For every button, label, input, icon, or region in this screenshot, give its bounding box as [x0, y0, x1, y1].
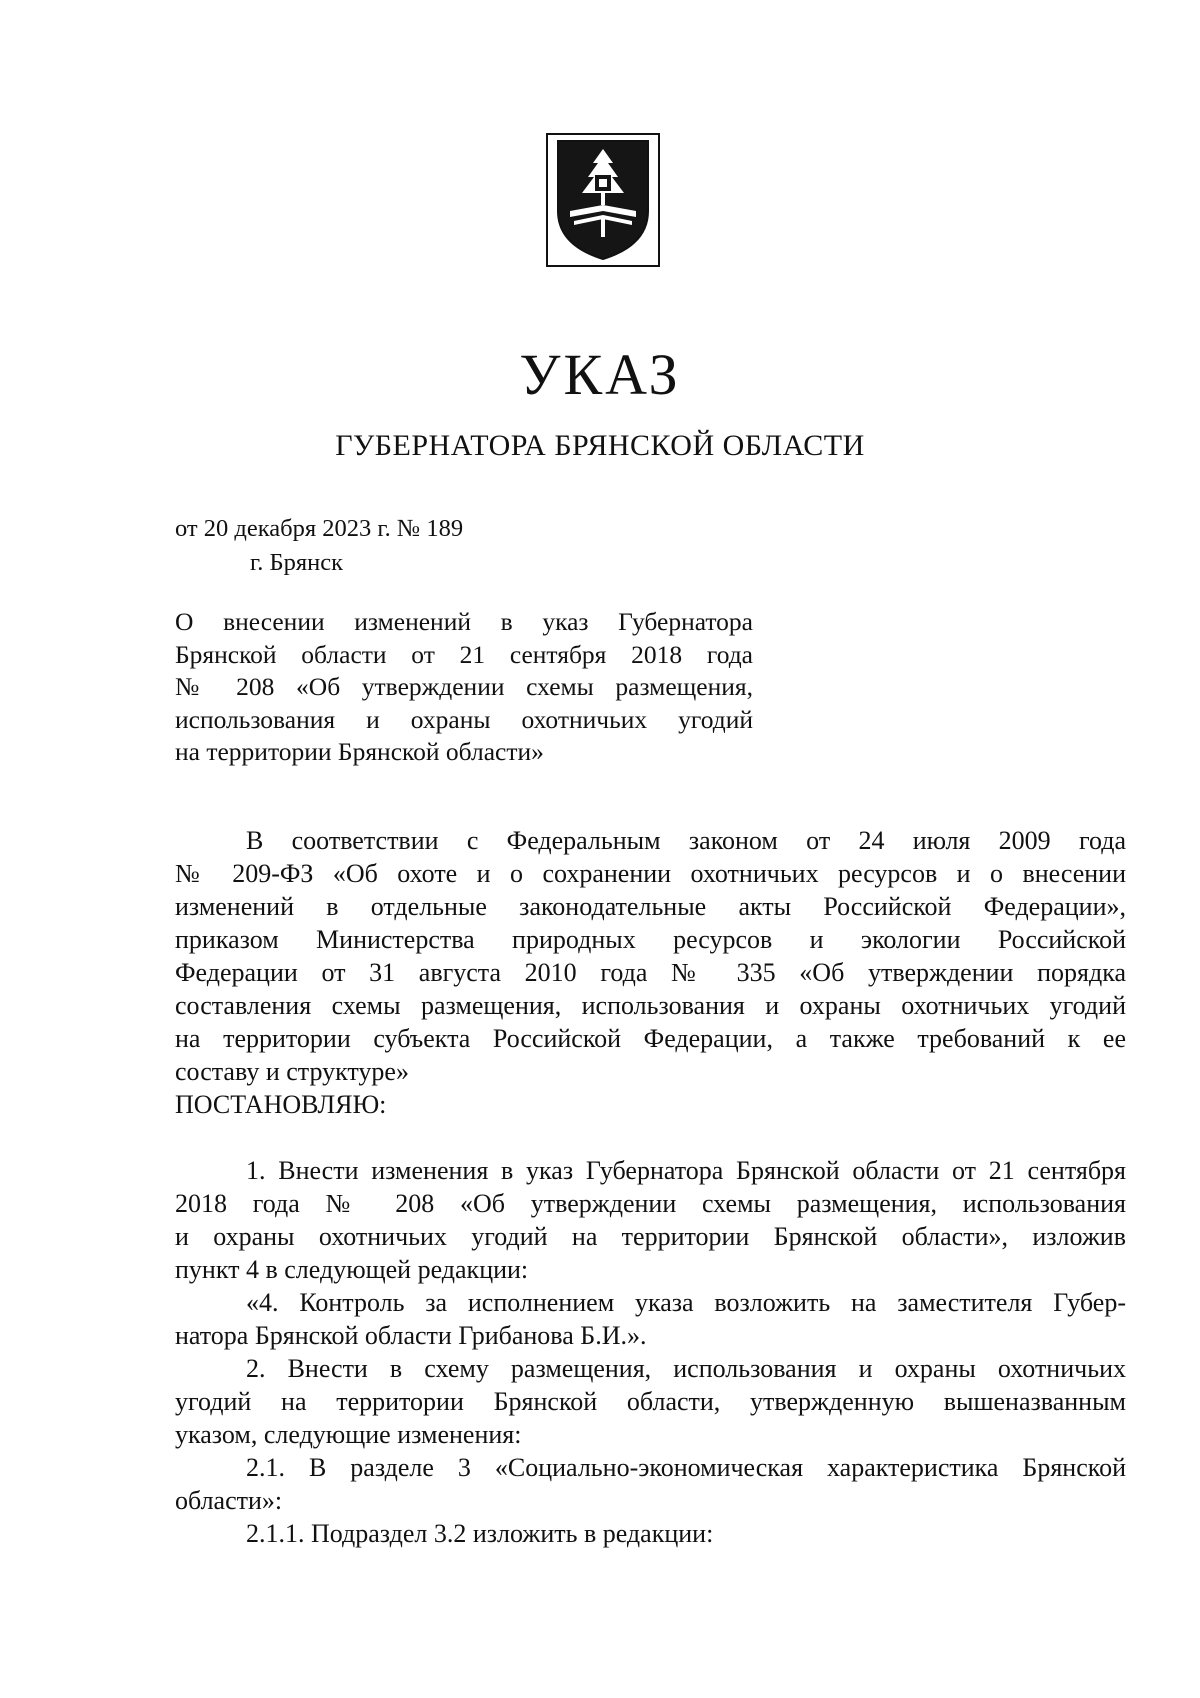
- item-2-1-1-line: 2.1.1. Подраздел 3.2 изложить в редакции:: [246, 1519, 714, 1548]
- subject-line: использования и охраны охотничьих угодий: [175, 704, 753, 734]
- document-subtitle: ГУБЕРНАТОРА БРЯНСКОЙ ОБЛАСТИ: [335, 429, 865, 462]
- preamble-line: № 209-ФЗ «Об охоте и о сохранении охотничьих ресурсов и о внесении: [175, 859, 1126, 888]
- subject-line: № 208 «Об утверждении схемы размещения,: [175, 672, 753, 701]
- coat-of-arms-emblem: [546, 133, 660, 267]
- item-1-quote-line: натора Брянской области Грибанова Б.И.».: [175, 1321, 647, 1350]
- item-1-line: 1. Внести изменения в указ Губернатора Брянской области от 21 сентября: [246, 1156, 1126, 1185]
- document-title: УКАЗ: [519, 342, 681, 407]
- preamble-line: на территории субъекта Российской Федерации, а также требований к ее: [175, 1024, 1126, 1053]
- item-1-line: 2018 года № 208 «Об утверждении схемы размещения, использования: [175, 1189, 1126, 1218]
- decree-body: [175, 824, 1126, 1550]
- subject-line: Брянской области от 21 сентября 2018 года: [175, 639, 753, 669]
- preamble-line: составления схемы размещения, использования и охраны охотничьих угодий: [175, 991, 1126, 1020]
- item-2-line: указом, следующие изменения:: [175, 1420, 522, 1449]
- decree-subject: [175, 606, 753, 769]
- preamble-line: изменений в отдельные законодательные акты Российской Федерации»,: [175, 892, 1126, 921]
- preamble-line: приказом Министерства природных ресурсов и экологии Российской: [175, 925, 1126, 954]
- preamble-line: составу и структуре»: [175, 1057, 409, 1086]
- spacer: [175, 1121, 1126, 1154]
- decree-word: ПОСТАНОВЛЯЮ:: [175, 1090, 387, 1119]
- coat-of-arms-icon: [546, 133, 660, 267]
- item-2-1-line: 2.1. В разделе 3 «Социально-экономическая характеристика Брянской: [246, 1453, 1126, 1482]
- date-and-number: от 20 декабря 2023 г. № 189: [175, 515, 464, 542]
- subject-line: на территории Брянской области»: [175, 737, 544, 766]
- item-1-line: и охраны охотничьих угодий на территории Брянской области», изложив: [175, 1222, 1126, 1251]
- item-1-quote-line: «4. Контроль за исполнением указа возложить на заместителя Губер-: [246, 1288, 1126, 1317]
- item-2-line: 2. Внести в схему размещения, использования и охраны охотничьих: [246, 1354, 1126, 1383]
- item-2-1-line: области»:: [175, 1486, 283, 1515]
- preamble-line: В соответствии с Федеральным законом от 24 июля 2009 года: [246, 826, 1126, 855]
- subject-line: О внесении изменений в указ Губернатора: [175, 607, 753, 636]
- item-1-line: пункт 4 в следующей редакции:: [175, 1255, 529, 1284]
- preamble-line: Федерации от 31 августа 2010 года № 335 «Об утверждении порядка: [175, 958, 1126, 987]
- city: г. Брянск: [250, 549, 344, 576]
- item-2-line: угодий на территории Брянской области, утвержденную вышеназванным: [175, 1387, 1126, 1416]
